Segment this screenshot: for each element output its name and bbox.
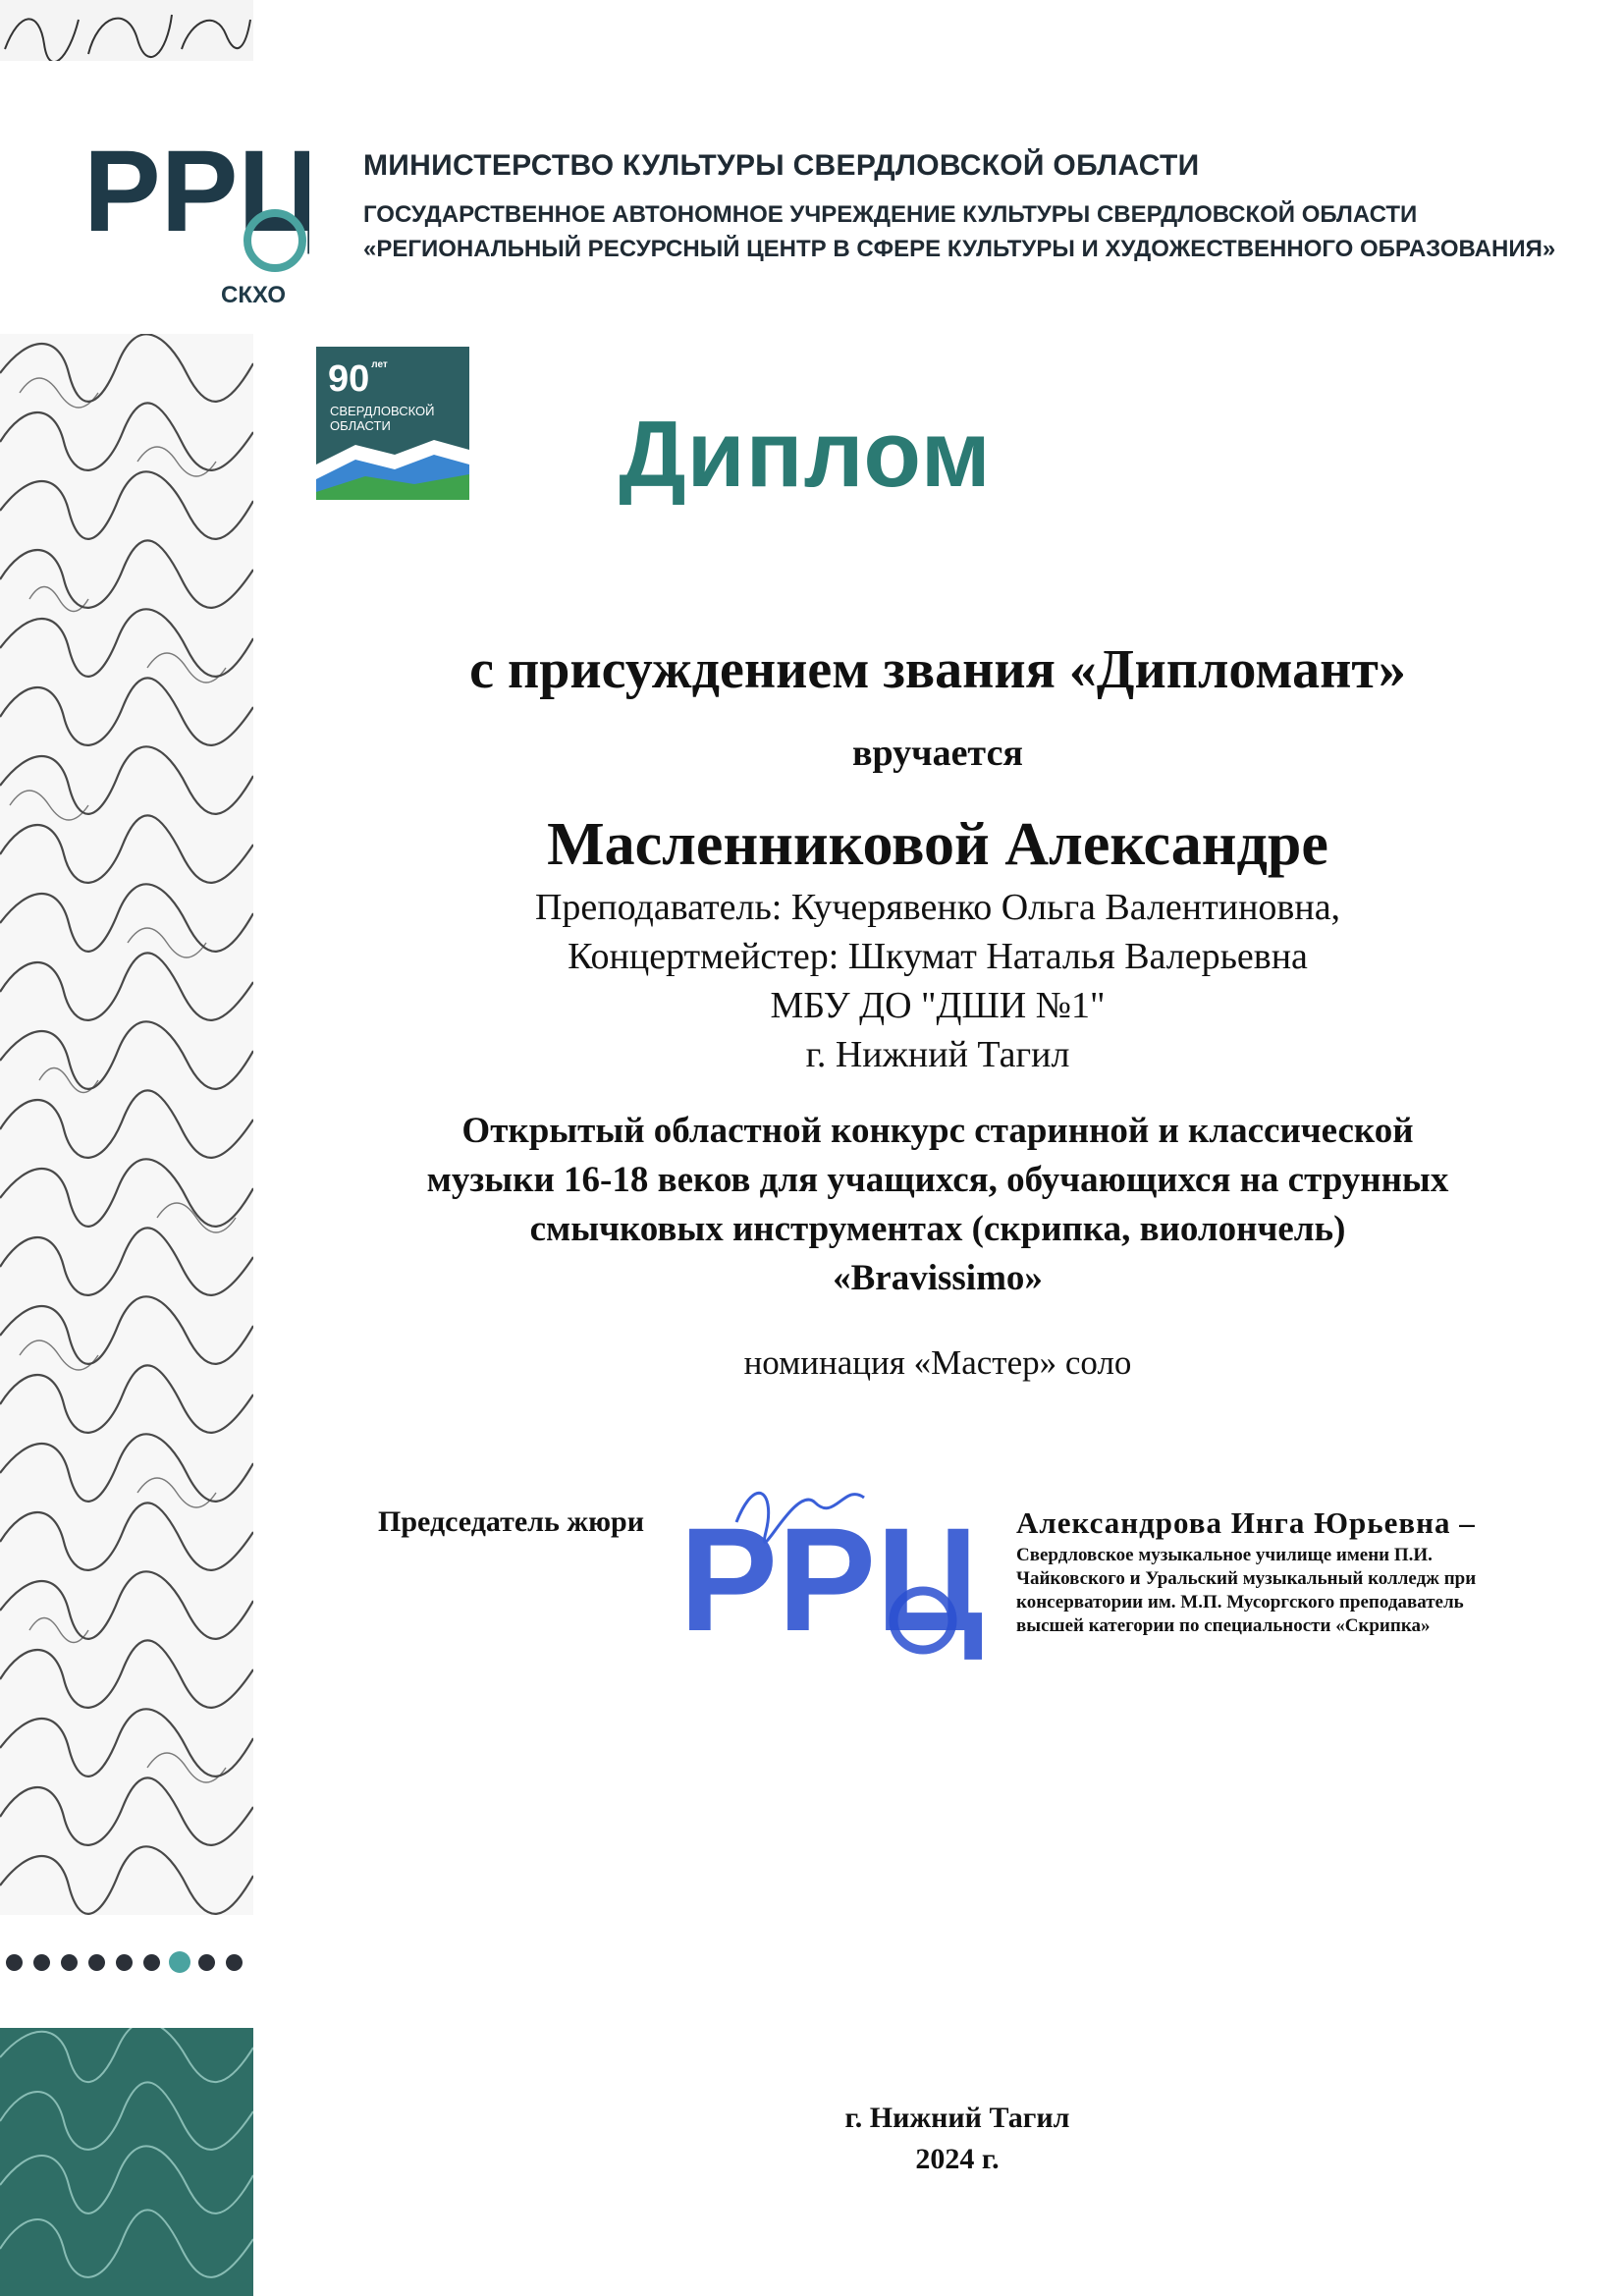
calligraphy-strip-top bbox=[0, 0, 253, 61]
jury-desc-line-2: Чайковского и Уральский музыкальный колледж при bbox=[1016, 1568, 1477, 1589]
city-line: г. Нижний Тагил bbox=[805, 1034, 1070, 1075]
institution-line-1: ГОСУДАРСТВЕННОЕ АВТОНОМНОЕ УЧРЕЖДЕНИЕ КУЛЬТУРЫ СВЕРДЛОВСКОЙ ОБЛАСТИ bbox=[363, 201, 1418, 228]
badge-label-line-1: СВЕРДЛОВСКОЙ bbox=[330, 404, 435, 418]
ministry-heading: МИНИСТЕРСТВО КУЛЬТУРЫ СВЕРДЛОВСКОЙ ОБЛАСТИ bbox=[363, 149, 1200, 182]
dot-row-decoration bbox=[6, 1944, 251, 1984]
school-line: МБУ ДО "ДШИ №1" bbox=[770, 985, 1106, 1026]
jury-chair-label: Председатель жюри bbox=[378, 1505, 645, 1538]
accompanist-line: Концертмейстер: Шкумат Наталья Валерьевна bbox=[568, 936, 1308, 977]
jury-desc-line-1: Свердловское музыкальное училище имени П.И. bbox=[1016, 1545, 1433, 1565]
contest-line-4: «Bravissimo» bbox=[833, 1258, 1043, 1298]
contest-line-2: музыки 16-18 веков для учащихся, обучающихся на струнных bbox=[426, 1160, 1449, 1200]
presented-line: вручается bbox=[851, 733, 1023, 774]
stamp-signature bbox=[668, 1463, 982, 1699]
nomination-line: номинация «Мастер» соло bbox=[743, 1343, 1132, 1382]
footer-year: 2024 г. bbox=[915, 2143, 1000, 2175]
award-line: с присуждением звания «Дипломант» bbox=[469, 639, 1406, 700]
rrc-logo bbox=[83, 137, 309, 309]
logo-subtext: СКХО bbox=[221, 282, 287, 308]
footer-city: г. Нижний Тагил bbox=[844, 2102, 1070, 2134]
badge-label-line-2: ОБЛАСТИ bbox=[330, 418, 391, 433]
contest-line-3: смычковых инструментах (скрипка, виолончель) bbox=[529, 1209, 1346, 1249]
calligraphy-strip-bottom bbox=[0, 2028, 253, 2296]
contest-line-1: Открытый областной конкурс старинной и классической bbox=[461, 1111, 1414, 1151]
stamp-text: РРЦ bbox=[679, 1497, 982, 1662]
badge-number: 90 bbox=[328, 358, 370, 400]
jury-desc-line-3: консерватории им. М.П. Мусоргского преподаватель bbox=[1016, 1592, 1464, 1613]
jury-chair-name: Александрова Инга Юрьевна – bbox=[1016, 1505, 1476, 1540]
recipient-name: Масленниковой Александре bbox=[547, 811, 1328, 878]
teacher-line: Преподаватель: Кучерявенко Ольга Валентиновна, bbox=[534, 887, 1341, 928]
jury-chair-description bbox=[1016, 1544, 1527, 1638]
diploma-title: Диплом bbox=[619, 402, 992, 507]
logo-text: РРЦ bbox=[83, 137, 309, 256]
badge-suffix: лет bbox=[371, 359, 388, 370]
jury-desc-line-4: высшей категории по специальности «Скрипка» bbox=[1016, 1615, 1431, 1636]
institution-line-2: «РЕГИОНАЛЬНЫЙ РЕСУРСНЫЙ ЦЕНТР В СФЕРЕ КУЛЬТУРЫ И ХУДОЖЕСТВЕННОГО ОБРАЗОВАНИЯ» bbox=[363, 236, 1556, 262]
calligraphy-strip bbox=[0, 334, 253, 1915]
anniversary-badge bbox=[316, 347, 469, 500]
